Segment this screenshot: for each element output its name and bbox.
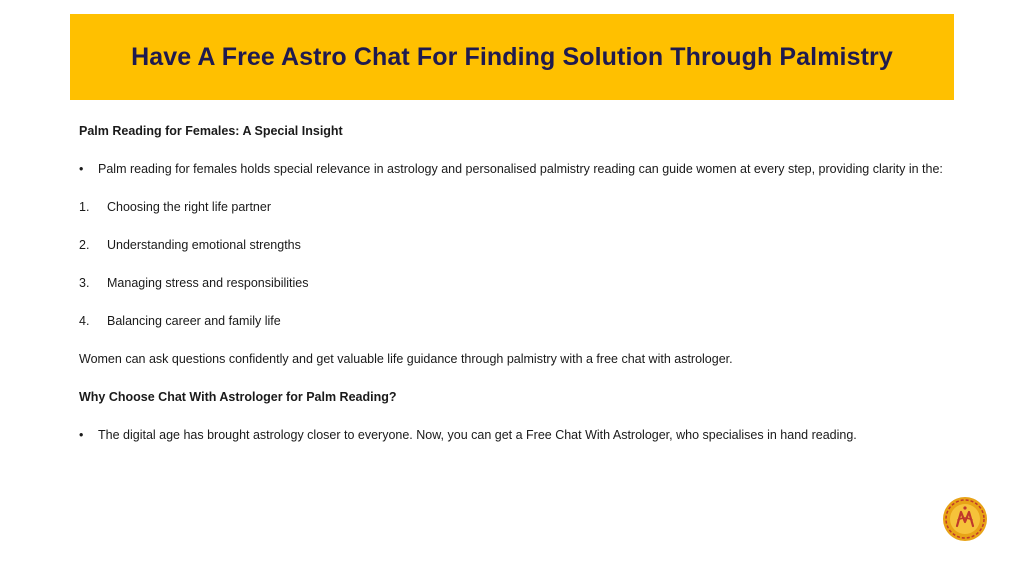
- slide-content: [79, 118, 949, 445]
- page-title: Have A Free Astro Chat For Finding Solution Through Palmistry: [131, 42, 893, 71]
- list-text: Balancing career and family life: [107, 314, 281, 328]
- section-heading-why-choose: Why Choose Chat With Astrologer for Palm Reading?: [79, 390, 397, 404]
- bullet-marker: •: [79, 428, 84, 442]
- summary-paragraph: Women can ask questions confidently and get valuable life guidance through palmistry with a free chat with astrologer.: [79, 352, 733, 366]
- list-text: Understanding emotional strengths: [107, 238, 301, 252]
- bullet-item: [79, 426, 949, 445]
- list-item: [79, 236, 949, 255]
- list-number: 3.: [79, 276, 90, 290]
- title-banner: [70, 14, 954, 100]
- bullet-marker: •: [79, 162, 84, 176]
- list-number: 4.: [79, 314, 90, 328]
- list-item: [79, 312, 949, 331]
- list-number: 2.: [79, 238, 90, 252]
- section-heading-females: Palm Reading for Females: A Special Insight: [79, 124, 343, 138]
- bullet-text: Palm reading for females holds special relevance in astrology and personalised palmistry reading can guide women at every step, providing clarity in the:: [98, 162, 943, 176]
- list-text: Managing stress and responsibilities: [107, 276, 309, 290]
- list-item: [79, 274, 949, 293]
- bullet-text: The digital age has brought astrology closer to everyone. Now, you can get a Free Chat With Astrologer, who specialises in hand reading.: [98, 428, 857, 442]
- bullet-item: [79, 160, 949, 179]
- list-number: 1.: [79, 200, 90, 214]
- list-text: Choosing the right life partner: [107, 200, 271, 214]
- brand-logo-icon: [942, 496, 988, 542]
- list-item: [79, 198, 949, 217]
